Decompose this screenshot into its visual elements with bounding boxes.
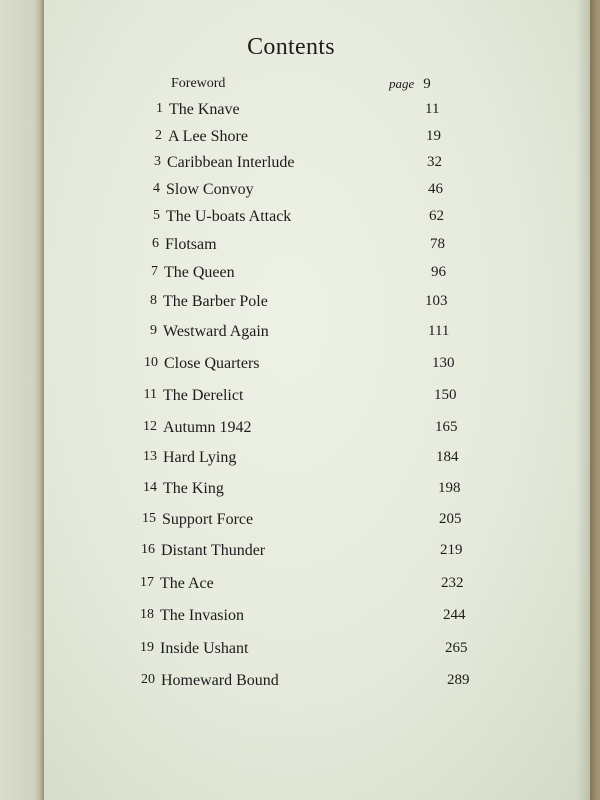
chapter-number: 10 bbox=[144, 355, 158, 370]
chapter-title: The Ace bbox=[160, 575, 214, 592]
chapter-number: 11 bbox=[143, 387, 157, 402]
chapter-title: Autumn 1942 bbox=[163, 419, 252, 436]
chapter-number: 19 bbox=[140, 640, 154, 655]
chapter-title: Support Force bbox=[162, 511, 254, 528]
chapter-number: 7 bbox=[151, 264, 158, 279]
chapter-page: 96 bbox=[431, 264, 446, 280]
chapter-number: 12 bbox=[143, 419, 157, 434]
chapter-title: Distant Thunder bbox=[161, 542, 266, 559]
chapter-number: 1 bbox=[156, 101, 163, 116]
chapter-page: 32 bbox=[427, 154, 442, 170]
chapter-page: 165 bbox=[435, 419, 458, 435]
chapter-title: Hard Lying bbox=[163, 449, 237, 466]
chapter-number: 14 bbox=[143, 480, 157, 495]
chapter-number: 6 bbox=[152, 236, 159, 251]
chapter-title: Caribbean Interlude bbox=[167, 154, 295, 171]
chapter-page: 265 bbox=[445, 640, 468, 656]
chapter-page: 198 bbox=[438, 480, 461, 496]
chapter-number: 2 bbox=[155, 128, 162, 143]
chapter-page: 205 bbox=[439, 511, 462, 527]
chapter-number: 13 bbox=[143, 449, 157, 464]
contents-page bbox=[44, 0, 590, 800]
chapter-title: The Invasion bbox=[160, 607, 244, 624]
chapter-page: 289 bbox=[447, 672, 470, 688]
chapter-page: 78 bbox=[430, 236, 445, 252]
chapter-page: 11 bbox=[425, 101, 440, 117]
chapter-number: 9 bbox=[150, 323, 157, 338]
page-title: Contents bbox=[247, 34, 335, 60]
chapter-title: The U-boats Attack bbox=[166, 208, 292, 225]
chapter-title: The Barber Pole bbox=[163, 293, 268, 310]
chapter-title: Westward Again bbox=[163, 323, 269, 340]
chapter-title: Slow Convoy bbox=[166, 181, 254, 198]
chapter-number: 3 bbox=[154, 154, 161, 169]
book-cover-edge bbox=[0, 0, 48, 800]
chapter-number: 4 bbox=[153, 181, 160, 196]
chapter-page: 46 bbox=[428, 181, 443, 197]
page-label: page bbox=[389, 76, 415, 91]
foreword-page-number: 9 bbox=[423, 76, 431, 92]
chapter-page: 244 bbox=[443, 607, 466, 623]
chapter-page: 111 bbox=[428, 323, 450, 339]
chapter-page: 62 bbox=[429, 208, 444, 224]
chapter-page: 232 bbox=[441, 575, 464, 591]
chapter-page: 130 bbox=[432, 355, 455, 371]
chapter-number: 16 bbox=[141, 542, 155, 557]
chapter-title: Inside Ushant bbox=[160, 640, 249, 657]
chapter-number: 20 bbox=[141, 672, 155, 687]
chapter-title: Close Quarters bbox=[164, 355, 260, 372]
chapter-number: 18 bbox=[140, 607, 154, 622]
chapter-page: 184 bbox=[436, 449, 459, 465]
chapter-page: 19 bbox=[426, 128, 441, 144]
chapter-title: Flotsam bbox=[165, 236, 217, 253]
foreword-page bbox=[389, 76, 431, 93]
chapter-number: 15 bbox=[142, 511, 156, 526]
chapter-title: The Derelict bbox=[163, 387, 244, 404]
chapter-title: The Queen bbox=[164, 264, 235, 281]
chapter-number: 5 bbox=[153, 208, 160, 223]
chapter-number: 17 bbox=[140, 575, 154, 590]
chapter-page: 150 bbox=[434, 387, 457, 403]
chapter-title: The Knave bbox=[169, 101, 240, 118]
foreword-title: Foreword bbox=[171, 76, 226, 91]
chapter-title: A Lee Shore bbox=[168, 128, 248, 145]
chapter-page: 219 bbox=[440, 542, 463, 558]
chapter-page: 103 bbox=[425, 293, 448, 309]
chapter-number: 8 bbox=[150, 293, 157, 308]
chapter-title: Homeward Bound bbox=[161, 672, 279, 689]
page-edge-shadow bbox=[576, 0, 590, 800]
chapter-title: The King bbox=[163, 480, 224, 497]
